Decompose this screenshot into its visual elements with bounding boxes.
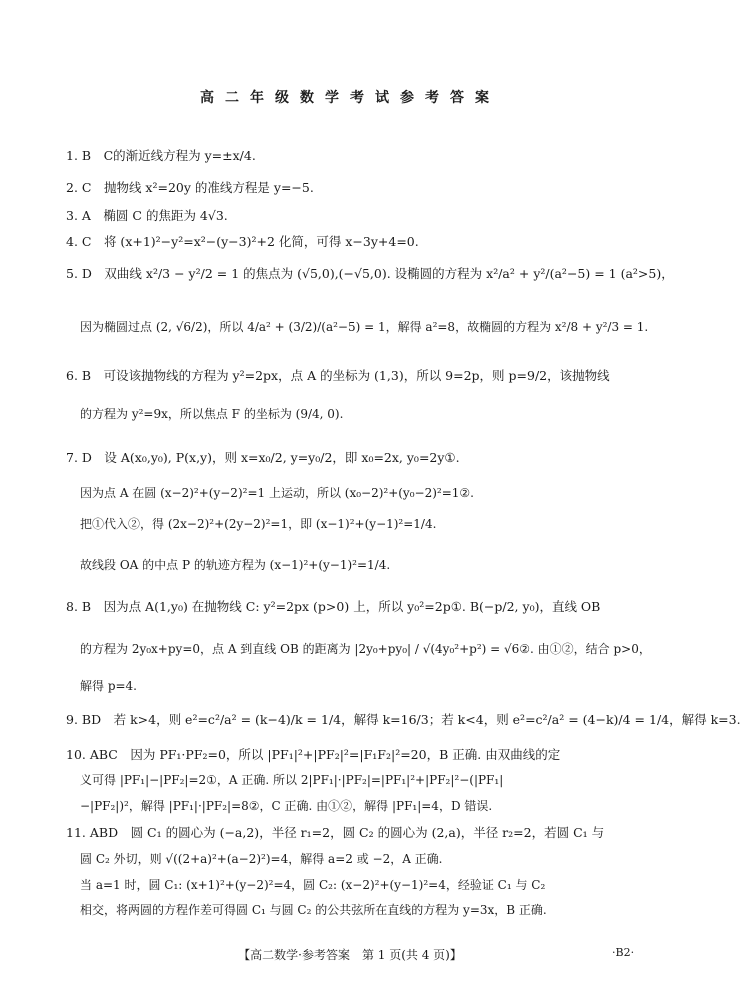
answer-8-cont-1: 的方程为 2y₀x+py=0，点 A 到直线 OB 的距离为 |2y₀+py₀| / √(4y₀²+p²) = √6②. 由①②，结合 p>0， <box>80 642 651 656</box>
answer-7-cont-1: 因为点 A 在圆 (x−2)²+(y−2)²=1 上运动，所以 (x₀−2)²+(y₀−2)²=1②. <box>80 486 474 500</box>
page-title: 高二年级数学考试参考答案 <box>200 90 500 106</box>
answer-10-cont-1: 义可得 |PF₁|−|PF₂|=2①，A 正确. 所以 2|PF₁|·|PF₂|=|PF₁|²+|PF₂|²−(|PF₁| <box>80 773 504 787</box>
answer-4: 4. C 将 (x+1)²−y²=x²−(y−3)²+2 化简，可得 x−3y+4=0. <box>66 234 419 249</box>
answer-7-cont-2: 把①代入②，得 (2x−2)²+(2y−2)²=1，即 (x−1)²+(y−1)²=1/4. <box>80 517 437 531</box>
answer-9: 9. BD 若 k>4，则 e²=c²/a² = (k−4)/k = 1/4，解得 k=16/3；若 k<4，则 e²=c²/a² = (4−k)/4 = 1/4，解得 k=3. <box>66 712 741 727</box>
page-code: ·B2· <box>612 946 635 959</box>
page-footer: 【高二数学·参考答案 第 1 页(共 4 页)】 <box>238 948 462 962</box>
answer-2: 2. C 抛物线 x²=20y 的准线方程是 y=−5. <box>66 180 314 195</box>
answer-8-cont-2: 解得 p=4. <box>80 679 138 693</box>
answer-10: 10. ABC 因为 PF₁·PF₂=0，所以 |PF₁|²+|PF₂|²=|F₁F₂|²=20，B 正确. 由双曲线的定 <box>66 747 561 762</box>
answer-3: 3. A 椭圆 C 的焦距为 4√3. <box>66 208 228 223</box>
answer-11-cont-3: 相交，将两圆的方程作差可得圆 C₁ 与圆 C₂ 的公共弦所在直线的方程为 y=3x，B 正确. <box>80 903 547 917</box>
answer-1: 1. B C的渐近线方程为 y=±x/4. <box>66 148 256 163</box>
answer-8: 8. B 因为点 A(1,y₀) 在抛物线 C: y²=2px (p>0) 上，所以 y₀²=2p①. B(−p/2, y₀)，直线 OB <box>66 599 601 614</box>
answer-7-cont-3: 故线段 OA 的中点 P 的轨迹方程为 (x−1)²+(y−1)²=1/4. <box>80 558 391 572</box>
answer-6-cont: 的方程为 y²=9x，所以焦点 F 的坐标为 (9/4, 0). <box>80 407 344 421</box>
answer-11-cont-1: 圆 C₂ 外切，则 √((2+a)²+(a−2)²)=4，解得 a=2 或 −2，A 正确. <box>80 852 443 866</box>
answer-11: 11. ABD 圆 C₁ 的圆心为 (−a,2)，半径 r₁=2，圆 C₂ 的圆心为 (2,a)，半径 r₂=2，若圆 C₁ 与 <box>66 825 605 840</box>
answer-11-cont-2: 当 a=1 时，圆 C₁: (x+1)²+(y−2)²=4，圆 C₂: (x−2)²+(y−1)²=4，经验证 C₁ 与 C₂ <box>80 878 546 892</box>
answer-7: 7. D 设 A(x₀,y₀), P(x,y)，则 x=x₀/2, y=y₀/2，即 x₀=2x, y₀=2y①. <box>66 450 460 465</box>
answer-5-cont: 因为椭圆过点 (2, √6/2)，所以 4/a² + (3/2)/(a²−5) = 1，解得 a²=8，故椭圆的方程为 x²/8 + y²/3 = 1. <box>80 320 649 334</box>
answer-5: 5. D 双曲线 x²/3 − y²/2 = 1 的焦点为 (√5,0),(−√5,0). 设椭圆的方程为 x²/a² + y²/(a²−5) = 1 (a²>5)， <box>66 266 674 281</box>
answer-6: 6. B 可设该抛物线的方程为 y²=2px，点 A 的坐标为 (1,3)，所以 9=2p，则 p=9/2，该抛物线 <box>66 368 610 383</box>
answer-10-cont-2: −|PF₂|)²，解得 |PF₁|·|PF₂|=8②，C 正确. 由①②，解得 |PF₁|=4，D 错误. <box>80 799 493 813</box>
